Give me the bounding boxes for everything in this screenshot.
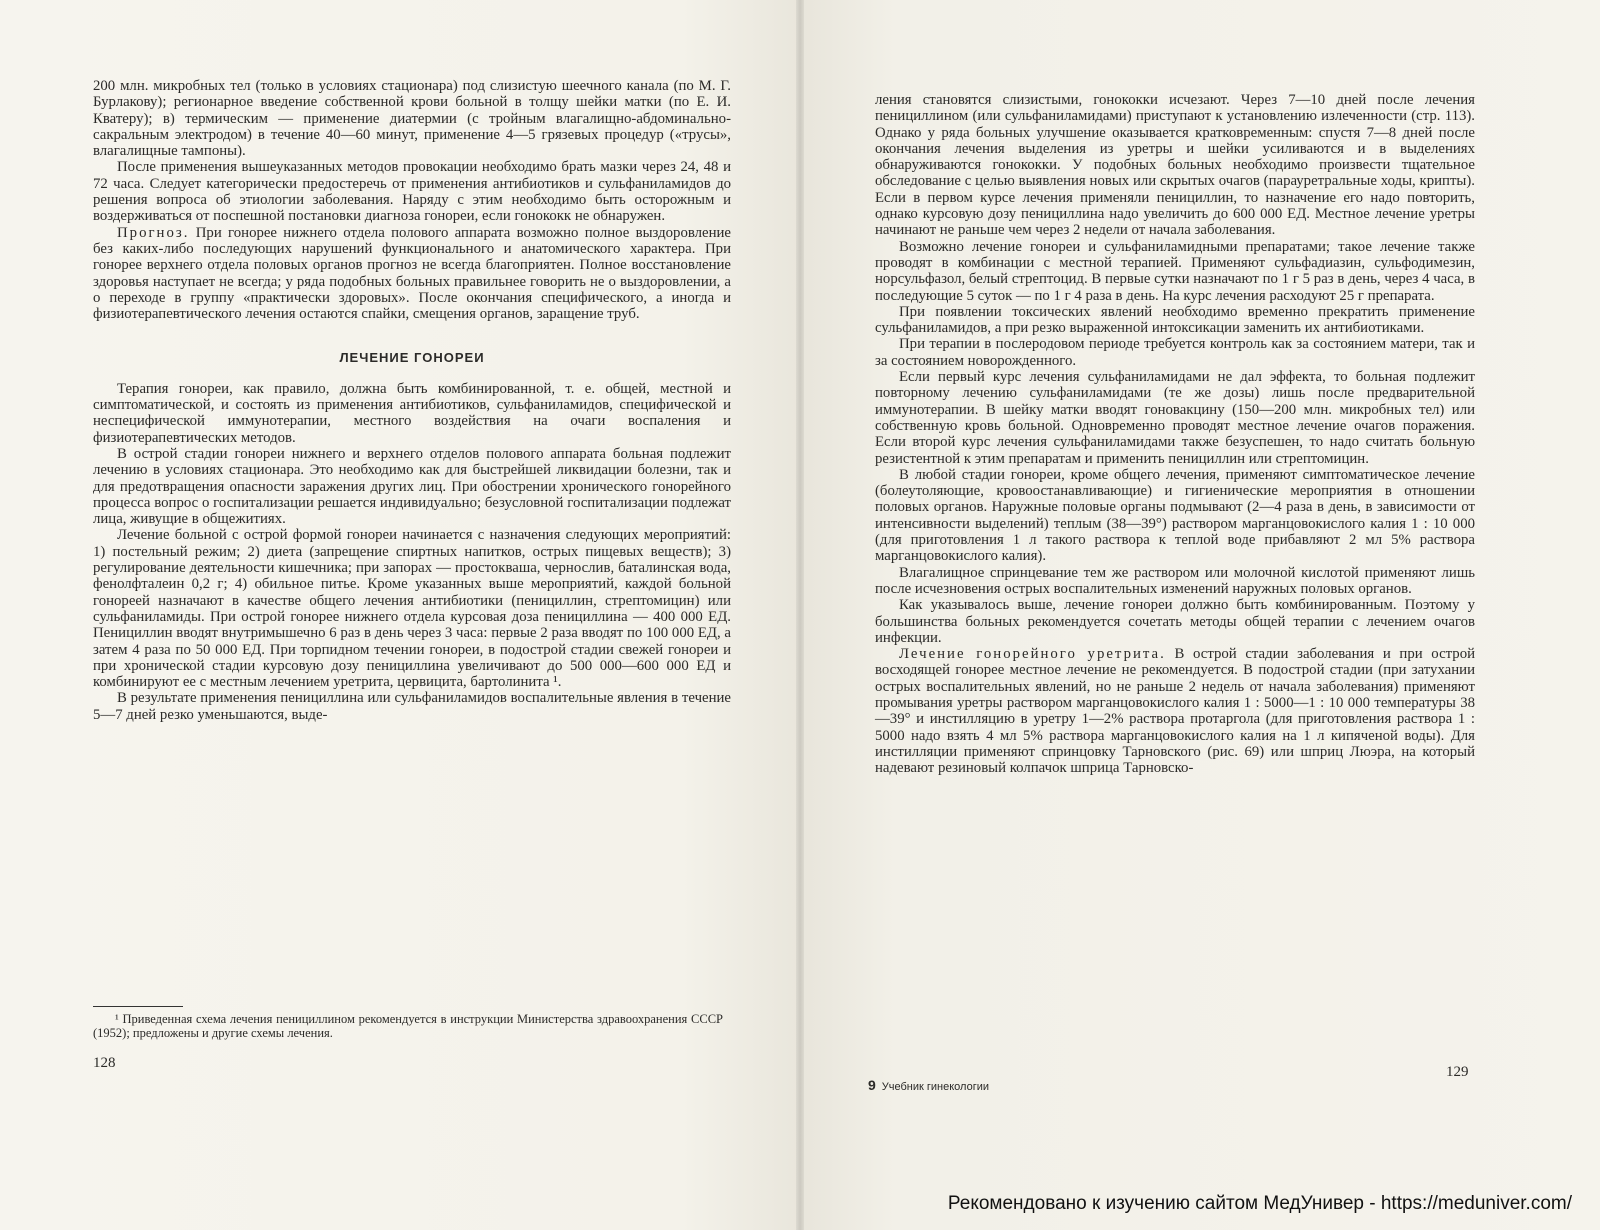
paragraph: 200 млн. микробных тел (только в условиях стационара) под слизистую шеечного канала (по М. Г. Бурлакову); регионарное введение собственной крови больной в толщу шейки матки (по Е. И. Кватеру); в) термическим — применение диатермии (с тройным влагалищно-абдоминально-сакральным электродом) в течение 40—60 минут, применение 4—5 грязевых процедур («трусы», влагалищные тампоны). xyxy=(93,78,731,160)
prognosis-term: Прогноз. xyxy=(117,224,190,241)
right-page-text xyxy=(875,92,1475,776)
paragraph: При терапии в послеродовом периоде требуется контроль как за состоянием матери, так и за состоянием новорожденного. xyxy=(875,336,1475,369)
paragraph: В острой стадии гонореи нижнего и верхнего отделов полового аппарата больная подлежит лечению в условиях стационара. Это необходимо как для быстрейшей ликвидации болезни, так и для предотвращения опасности заражения других лиц. При обострении хронического гонорейного процесса вопрос о госпитализации решается индивидуально; безусловной госпитализации подлежат лица, живущие в общежитиях. xyxy=(93,445,731,528)
paragraph: В результате применения пенициллина или сульфаниламидов воспалительные явления в течение 5—7 дней резко уменьшаются, выде- xyxy=(93,690,731,723)
signature-text: Учебник гинекологии xyxy=(881,1081,990,1093)
urethritis-text: В острой стадии заболевания и при острой восходящей гонорее местное лечение не рекомендуется. В подострой стадии (при затухании острых воспалительных явлений, но не раньше 2 недель от начала заболевания) применяют промывания уретры раствором марганцовокислого калия 1 : 5000—1 : 10 000 температуры 38—39° и инстилляцию в уретру 1—2% раствора протаргола (для приготовления раствора 1 : 5000 надо взять 4 мл 5% раствора марганцовокислого калия на 1 л кипяченой воды). Для инстилляции применяют спринцовку Тарновского (рис. 69) или шприц Люэра, на который надевают резиновый колпачок шприца Тарновско- xyxy=(875,646,1476,777)
paragraph: При появлении токсических явлений необходимо временно прекратить применение сульфаниламидов, а при резко выраженной интоксикации заменить их антибиотиками. xyxy=(875,303,1475,337)
paragraph: Терапия гонореи, как правило, должна быть комбинированной, т. е. общей, местной и симптоматической, и состоять из применения антибиотиков, сульфаниламидов, специфической и неспецифической иммунотерапии, местного воздействия на очаги воспаления и физиотерапевтических методов. xyxy=(93,380,731,446)
signature-number: 9 xyxy=(868,1077,876,1093)
paragraph: Если первый курс лечения сульфаниламидами не дал эффекта, то больная подлежит повторному лечению сульфаниламидами (те же дозы) лишь после предварительной иммунотерапии. В шейку матки вводят гоновакцину (150—200 млн. микробных тел) или собственную кровь больной. Одновременно проводят местное лечение очагов поражения. Если второй курс лечения сульфаниламидами также безуспешен, то надо считать больную резистентной к этим препаратам и применить пенициллин или стрептомицин. xyxy=(875,369,1475,467)
section-heading: ЛЕЧЕНИЕ ГОНОРЕИ xyxy=(339,350,485,366)
paragraph: Лечение больной с острой формой гонореи начинается с назначения следующих мероприятий: 1) постельный режим; 2) диета (запрещение спиртных напитков, острых пищевых веществ); 3) регулирование деятельности кишечника; при запорах — простокваша, чернослив, баталинская вода, фенолфталеин 0,2 г; 4) обильное питье. Кроме указанных выше мероприятий, каждой больной гонореей назначают в качестве общего лечения антибиотики (пенициллин, стрептомицин) или сульфаниламиды. При острой гонорее нижнего отдела курсовая доза пенициллина — 400 000 ЕД. Пенициллин вводят внутримышечно 6 раз в день через 3 часа: первые 2 раза вводят по 100 000 ЕД, а затем 4 раза по 50 000 ЕД. При торпидном течении гонореи, в подострой стадии свежей гонореи и при хронической стадии курсовую дозу пенициллина увеличивают до 500 000—600 000 ЕД и комбинируют ее с местным лечением уретрита, цервицита, бартолинита ¹. xyxy=(93,527,731,691)
paragraph: Как указывалось выше, лечение гонореи должно быть комбинированным. Поэтому у большинства больных рекомендуется сочетать методы общей терапии с лечением очагов инфекции. xyxy=(875,597,1475,646)
printer-signature xyxy=(868,1077,989,1093)
prognosis-text: При гонорее нижнего отдела полового аппарата возможно полное выздоровление без каких-либо последующих нарушений функционального и анатомического характера. При гонорее верхнего отдела половых органов прогноз не всегда благоприятен. Полное восстановление здоровья наступает не всегда; у ряда подобных больных правильнее говорить не о выздоровлении, а о переходе в группу «практически здоровых». После окончания специфического, а иногда и физиотерапевтического лечения остаются спайки, смещения органов, заращение труб. xyxy=(93,224,731,323)
urethritis-paragraph xyxy=(875,646,1475,776)
footnote-rule xyxy=(93,1006,183,1007)
site-banner: Рекомендовано к изучению сайтом МедУнивер - https://meduniver.com/ xyxy=(947,1193,1572,1214)
prognosis-paragraph xyxy=(93,225,731,323)
paragraph: В любой стадии гонореи, кроме общего лечения, применяют симптоматическое лечение (болеутоляющие, кровоостанавливающие) и гигиенические мероприятия в отношении половых органов. Наружные половые органы подмывают (2—4 раза в день, в зависимости от интенсивности выделений) теплым (38—39°) раствором марганцовокислого калия 1 : 10 000 (для приготовления 1 л такого раствора к теплой воде прибавляют 2 мл 5% раствора марганцовокислого калия). xyxy=(875,466,1475,565)
paragraph: Влагалищное спринцевание тем же раствором или молочной кислотой применяют лишь после исчезновения острых воспалительных изменений наружных половых органов. xyxy=(875,564,1475,597)
page-number-left: 128 xyxy=(93,1055,116,1071)
footnote: ¹ Приведенная схема лечения пенициллином рекомендуется в инструкции Министерства здравоохранения СССР (1952); предложены и другие схемы лечения. xyxy=(93,1012,723,1040)
page-number-right: 129 xyxy=(1446,1064,1469,1080)
paragraph: Возможно лечение гонореи и сульфаниламидными препаратами; такое лечение также проводят в комбинации с местной терапией. Применяют сульфадиазин, сульфодимезин, норсульфазол, белый стрептоцид. В первые сутки назначают по 1 г 5 раз в день, через 4 часа, в последующие 5 суток — по 1 г 4 раза в день. На курс лечения расходуют 25 г препарата. xyxy=(875,238,1475,304)
paragraph: После применения вышеуказанных методов провокации необходимо брать мазки через 24, 48 и 72 часа. Следует категорически предостеречь от применения антибиотиков и сульфаниламидов до решения вопроса об этиологии заболевания. Наряду с этим необходимо быть осторожным и воздерживаться от поспешной постановки диагноза гонореи, если гонококк не обнаружен. xyxy=(93,159,731,225)
urethritis-term: Лечение гонорейного уретрита. xyxy=(899,646,1166,663)
book-gutter xyxy=(796,0,804,1230)
paragraph: ления становятся слизистыми, гонококки исчезают. Через 7—10 дней после лечения пенициллином (или сульфаниламидами) приступают к установлению излеченности (стр. 113). Однако у ряда больных улучшение оказывается кратковременным: спустя 7—8 дней после окончания лечения выделения из уретры и шейки усиливаются и в выделениях обнаруживаются гонококки. У подобных больных необходимо произвести тщательное обследование с целью выявления новых или скрытых очагов (парауретральные ходы, крипты). Если в первом курсе лечения применяли пенициллин, то назначение его надо повторить, однако курсовую дозу пенициллина надо увеличить до 600 000 ЕД. Местное лечение уретры начинают не раньше чем через 2 недели от начала заболевания. xyxy=(875,92,1475,239)
left-page-text xyxy=(93,78,731,723)
